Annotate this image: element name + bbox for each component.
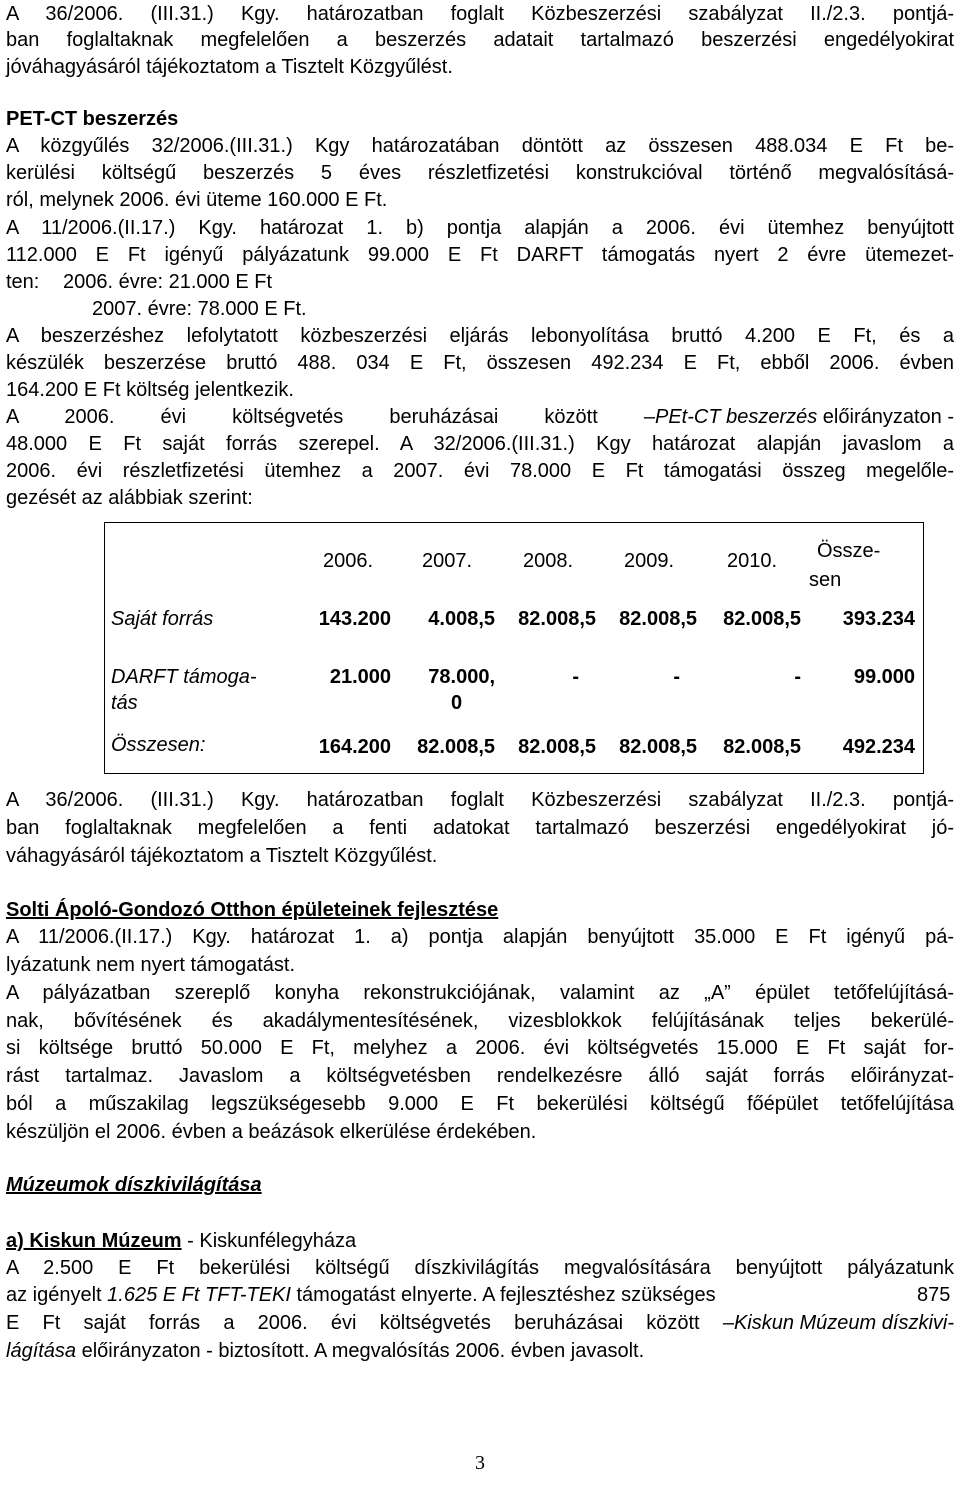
- paragraph-line: A közgyűlés 32/2006.(III.31.) Kgy határozatában döntött az összesen 488.034 E Ft be-: [6, 135, 954, 157]
- paragraph-line: váhagyásáról tájékoztatom a Tisztelt Közgyűlést.: [6, 845, 438, 867]
- subheading-rest: - Kiskunfélegyháza: [181, 1230, 357, 1252]
- table-header-cell: 2007.: [422, 550, 473, 572]
- paragraph-line: A 36/2006. (III.31.) Kgy. határozatban foglalt Közbeszerzési szabályzat II./2.3. pontjá-: [6, 3, 954, 25]
- paragraph-line: lyázatunk nem nyert támogatást.: [6, 954, 296, 976]
- paragraph-line: nak, bővítésének és akadálymentesítésének, vizesblokkok felújításának teljes bekerülé-: [6, 1010, 954, 1032]
- paragraph-line: 2006. évre: 21.000 E Ft: [63, 271, 273, 293]
- table-row-label: Összesen:: [111, 734, 206, 756]
- paragraph-line: A beszerzéshez lefolytatott közbeszerzési eljárás lebonyolítása bruttó 4.200 E Ft, és a: [6, 325, 954, 347]
- paragraph-line: ban foglaltaknak megfelelően a beszerzés adatait tartalmazó beszerzési engedélyokirat: [6, 29, 954, 51]
- paragraph-line: jóváhagyásáról tájékoztatom a Tisztelt Közgyűlést.: [6, 56, 453, 78]
- paragraph-line: 164.200 E Ft költség jelentkezik.: [6, 379, 294, 401]
- paragraph-line: A 11/2006.(II.17.) Kgy. határozat 1. b) pontja alapján a 2006. évi ütemhez benyújtott: [6, 217, 954, 239]
- table-row-label: Saját forrás: [111, 608, 214, 630]
- paragraph-line: ból a műszakilag legszükségesebb 9.000 E Ft bekerülési költségű főépület tetőfelújítása: [6, 1093, 954, 1115]
- table-cell: 82.008,5: [723, 608, 801, 630]
- text-span: támogatást elnyerte. A fejlesztéshez szükséges: [290, 1284, 716, 1306]
- paragraph-line: si költsége bruttó 50.000 E Ft, melyhez a 2006. évi költségvetés 15.000 E Ft saját for-: [6, 1037, 954, 1059]
- table-cell: 0: [451, 692, 463, 714]
- section-heading-solti: Solti Ápoló-Gondozó Otthon épületeinek fejlesztése: [6, 899, 499, 921]
- text-span-italic: PEt-CT beszerzés: [654, 406, 818, 428]
- table-cell: 99.000: [853, 666, 915, 688]
- text-span: előirányzaton - biztosított. A megvalósítás 2006. évben javasolt.: [76, 1340, 645, 1362]
- text-span: E Ft saját forrás a 2006. évi költségvetés beruházásai között –: [6, 1312, 734, 1334]
- table-cell: 78.000,: [428, 666, 495, 688]
- paragraph-line: [6, 405, 954, 429]
- table-cell: 82.008,5: [619, 736, 697, 758]
- paragraph-line: kerülési költségű beszerzés 5 éves részletfizetési konstrukcióval történő megvalósításá-: [6, 162, 954, 184]
- table-cell: 82.008,5: [723, 736, 801, 758]
- financing-table: [104, 522, 924, 774]
- text-span-italic: 1.625 E Ft TFT-TEKI: [107, 1284, 291, 1306]
- subheading-kiskun: [6, 1229, 356, 1253]
- paragraph-line: rást tartalmaz. Javaslom a költségvetésben rendelkezésre álló saját forrás előirányzat-: [6, 1065, 954, 1087]
- paragraph-line: ten:: [6, 271, 40, 293]
- text-span-italic: Kiskun Múzeum díszkivi-: [733, 1312, 954, 1334]
- table-cell: 21.000: [329, 666, 391, 688]
- table-cell: 82.008,5: [518, 736, 596, 758]
- table-header-cell: sen: [809, 569, 842, 591]
- paragraph-line: 2006. évi részletfizetési ütemhez a 2007. évi 78.000 E Ft támogatási összeg megelőle-: [6, 460, 954, 482]
- table-cell: 82.008,5: [518, 608, 596, 630]
- table-cell: -: [794, 666, 801, 688]
- paragraph-line: 48.000 E Ft saját forrás szerepel. A 32/2006.(III.31.) Kgy határozat alapján javaslom a: [6, 433, 954, 455]
- table-cell: 82.008,5: [417, 736, 495, 758]
- paragraph-line: ban foglaltaknak megfelelően a fenti adatokat tartalmazó beszerzési engedélyokirat jó-: [6, 817, 954, 839]
- table-cell: 492.234: [842, 736, 915, 758]
- table-header-cell: Össze-: [817, 540, 881, 562]
- paragraph-line: készüljön el 2006. évben a beázások elkerülése érdekében.: [6, 1121, 537, 1143]
- subheading-bold: a) Kiskun Múzeum: [6, 1230, 182, 1252]
- table-header-cell: 2008.: [523, 550, 574, 572]
- table-header-cell: 2010.: [727, 550, 778, 572]
- text-span: az igényelt: [6, 1284, 108, 1306]
- text-span-italic: lágítása: [6, 1340, 77, 1362]
- table-cell: 4.008,5: [428, 608, 495, 630]
- table-cell: 82.008,5: [619, 608, 697, 630]
- table-cell: -: [673, 666, 680, 688]
- table-row-label: tás: [111, 692, 138, 714]
- table-row-label: DARFT támoga-: [111, 666, 257, 688]
- section-heading-petct: PET-CT beszerzés: [6, 108, 179, 130]
- table-header-cell: 2006.: [323, 550, 374, 572]
- paragraph-line: gezését az alábbiak szerint:: [6, 487, 253, 509]
- text-span: előirányzaton -: [817, 406, 954, 428]
- page-number: 3: [475, 1452, 485, 1474]
- table-cell: -: [572, 666, 579, 688]
- table-header-cell: 2009.: [624, 550, 675, 572]
- paragraph-line: 112.000 E Ft igényű pályázatunk 99.000 E Ft DARFT támogatás nyert 2 évre ütemezet-: [6, 244, 954, 266]
- paragraph-line: A 2.500 E Ft bekerülési költségű díszkivilágítás megvalósítására benyújtott pályázatunk: [6, 1257, 954, 1279]
- paragraph-line: A 11/2006.(II.17.) Kgy. határozat 1. a) pontja alapján benyújtott 35.000 E Ft igényű pá-: [6, 926, 954, 948]
- table-cell: 143.200: [318, 608, 391, 630]
- paragraph-line: ról, melynek 2006. évi üteme 160.000 E Ft.: [6, 189, 388, 211]
- table-cell: 393.234: [842, 608, 915, 630]
- paragraph-line: készülék beszerzése bruttó 488. 034 E Ft, összesen 492.234 E Ft, ebből 2006. évben: [6, 352, 954, 374]
- paragraph-line: [6, 1339, 644, 1363]
- paragraph-line: A 36/2006. (III.31.) Kgy. határozatban foglalt Közbeszerzési szabályzat II./2.3. pontjá-: [6, 789, 954, 811]
- paragraph-line: A pályázatban szereplő konyha rekonstrukciójának, valamint az „A” épület tetőfelújításá-: [6, 982, 954, 1004]
- paragraph-line: [6, 1283, 716, 1307]
- paragraph-line: 2007. évre: 78.000 E Ft.: [92, 298, 307, 320]
- paragraph-line: 875: [917, 1284, 951, 1306]
- paragraph-line: [6, 1311, 954, 1335]
- table-cell: 164.200: [318, 736, 391, 758]
- text-span: A 2006. évi költségvetés beruházásai között –: [6, 406, 655, 428]
- section-heading-muzeum: Múzeumok díszkivilágítása: [6, 1174, 262, 1196]
